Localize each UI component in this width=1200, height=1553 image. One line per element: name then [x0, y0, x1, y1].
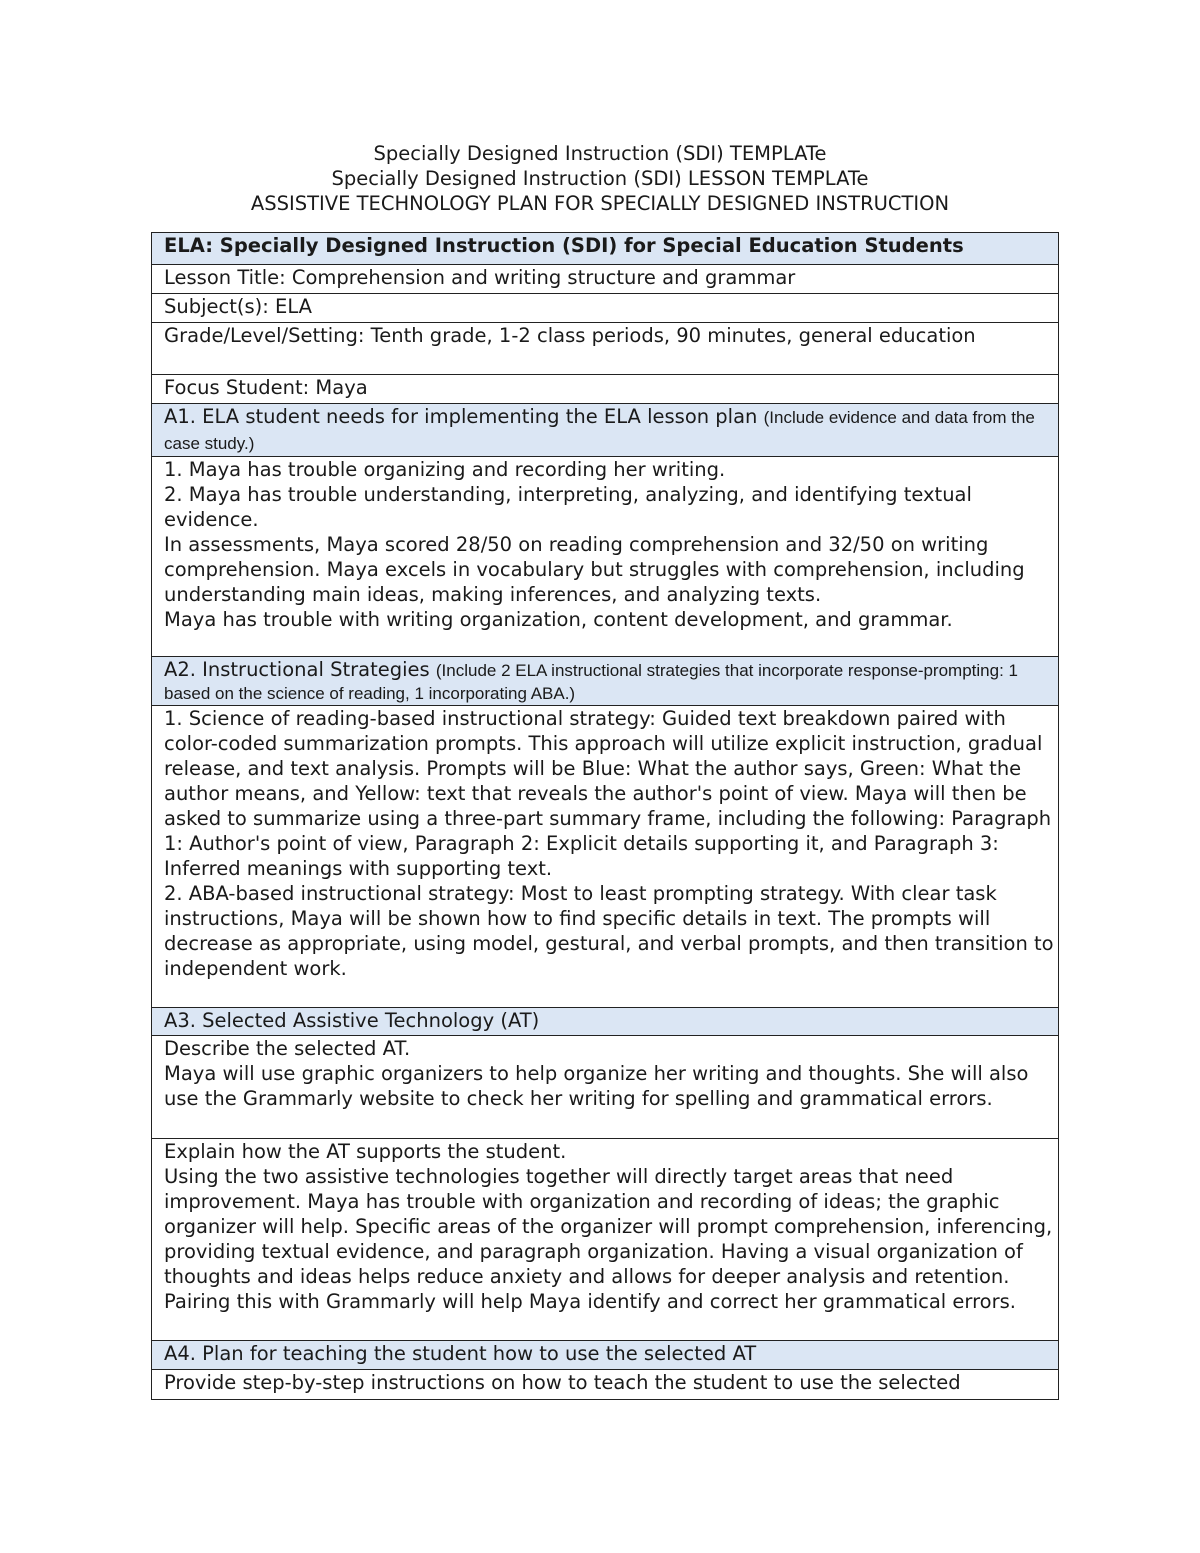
table-row — [152, 375, 1059, 404]
a3-explain-prompt: Explain how the AT supports the student. — [164, 1140, 567, 1163]
table-title: ELA: Specially Designed Instruction (SDI) for Special Education Students — [152, 233, 1059, 265]
a1-line-3: In assessments, Maya scored 28/50 on reading comprehension and 32/50 on writing comprehension. Maya excels in vocabulary but struggles with comprehension, including understanding main ideas, making inferences, and analyzing texts. — [164, 533, 1025, 606]
table-row — [152, 1370, 1059, 1400]
heading-assistive-technology-plan: ASSISTIVE TECHNOLOGY PLAN FOR SPECIALLY DESIGNED INSTRUCTION — [250, 192, 950, 215]
section-a2-note: (Include 2 ELA instructional strategies that incorporate response-prompting: 1 based on the science of reading, 1 incorporating ABA.) — [164, 661, 1018, 703]
section-a2-content — [152, 706, 1059, 1008]
focus-student-cell: Focus Student: Maya — [152, 375, 1059, 404]
sdi-plan-table — [151, 232, 1059, 1400]
document-headings — [0, 141, 1200, 216]
lesson-title-cell: Lesson Title: Comprehension and writing structure and grammar — [152, 265, 1059, 294]
a2-line-1: 1. Science of reading-based instructional strategy: Guided text breakdown paired with color-coded summarization prompts. This approach will utilize explicit instruction, gradual release, and text analysis. Prompts will be Blue: What the author says, Green: What the author means, and Yellow: text that reveals the author's point of view. Maya will then be asked to summarize using a three-part summary frame, including the following: Paragraph 1: Author's point of view, Paragraph 2: Explicit details supporting it, and Paragraph 3: Inferred meanings with supporting text. — [164, 707, 1052, 880]
table-row — [152, 457, 1059, 657]
table-row — [152, 1008, 1059, 1036]
section-a1-note: (Include evidence and data from the case study.) — [164, 408, 1035, 453]
a1-line-1: 1. Maya has trouble organizing and recording her writing. — [164, 458, 726, 481]
section-a1-heading: A1. ELA student needs for implementing the ELA lesson plan — [164, 405, 758, 428]
a1-line-2: 2. Maya has trouble understanding, interpreting, analyzing, and identifying textual evidence. — [164, 483, 972, 531]
heading-sdi-lesson-template: Specially Designed Instruction (SDI) LESSON TEMPLATe — [331, 167, 869, 190]
subjects-cell: Subject(s): ELA — [152, 294, 1059, 323]
table-row — [152, 1036, 1059, 1139]
table-row — [152, 323, 1059, 375]
table-row — [152, 706, 1059, 1008]
section-a3-describe — [152, 1036, 1059, 1139]
a1-line-4: Maya has trouble with writing organization, content development, and grammar. — [164, 608, 953, 631]
section-a1-content — [152, 457, 1059, 657]
section-a1-header — [152, 404, 1059, 457]
a3-describe-prompt: Describe the selected AT. — [164, 1037, 411, 1060]
table-row — [152, 404, 1059, 457]
table-row — [152, 265, 1059, 294]
grade-level-setting-cell: Grade/Level/Setting: Tenth grade, 1-2 class periods, 90 minutes, general education — [152, 323, 1059, 375]
a2-line-2: 2. ABA-based instructional strategy: Most to least prompting strategy. With clear task instructions, Maya will be shown how to find specific details in text. The prompts will decrease as appropriate, using model, gestural, and verbal prompts, and then transition to independent work. — [164, 882, 1054, 980]
heading-sdi-template: Specially Designed Instruction (SDI) TEMPLATe — [373, 142, 827, 165]
section-a4-header: A4. Plan for teaching the student how to use the selected AT — [152, 1341, 1059, 1370]
table-row — [152, 294, 1059, 323]
section-a3-explain — [152, 1139, 1059, 1341]
section-a2-heading: A2. Instructional Strategies — [164, 658, 430, 681]
a3-describe-answer: Maya will use graphic organizers to help organize her writing and thoughts. She will also use the Grammarly website to check her writing for spelling and grammatical errors. — [164, 1062, 1029, 1110]
table-row — [152, 1341, 1059, 1370]
section-a3-header: A3. Selected Assistive Technology (AT) — [152, 1008, 1059, 1036]
section-a2-header — [152, 657, 1059, 706]
table-row — [152, 657, 1059, 706]
a3-explain-answer: Using the two assistive technologies together will directly target areas that need improvement. Maya has trouble with organization and recording of ideas; the graphic organizer will help. Specific areas of the organizer will prompt comprehension, inferencing, providing textual evidence, and paragraph organization. Having a visual organization of thoughts and ideas helps reduce anxiety and allows for deeper analysis and retention. Pairing this with Grammarly will help Maya identify and correct her grammatical errors. — [164, 1165, 1053, 1313]
table-row — [152, 1139, 1059, 1341]
section-a4-content: Provide step-by-step instructions on how to teach the student to use the selected — [152, 1370, 1059, 1400]
table-row — [152, 233, 1059, 265]
